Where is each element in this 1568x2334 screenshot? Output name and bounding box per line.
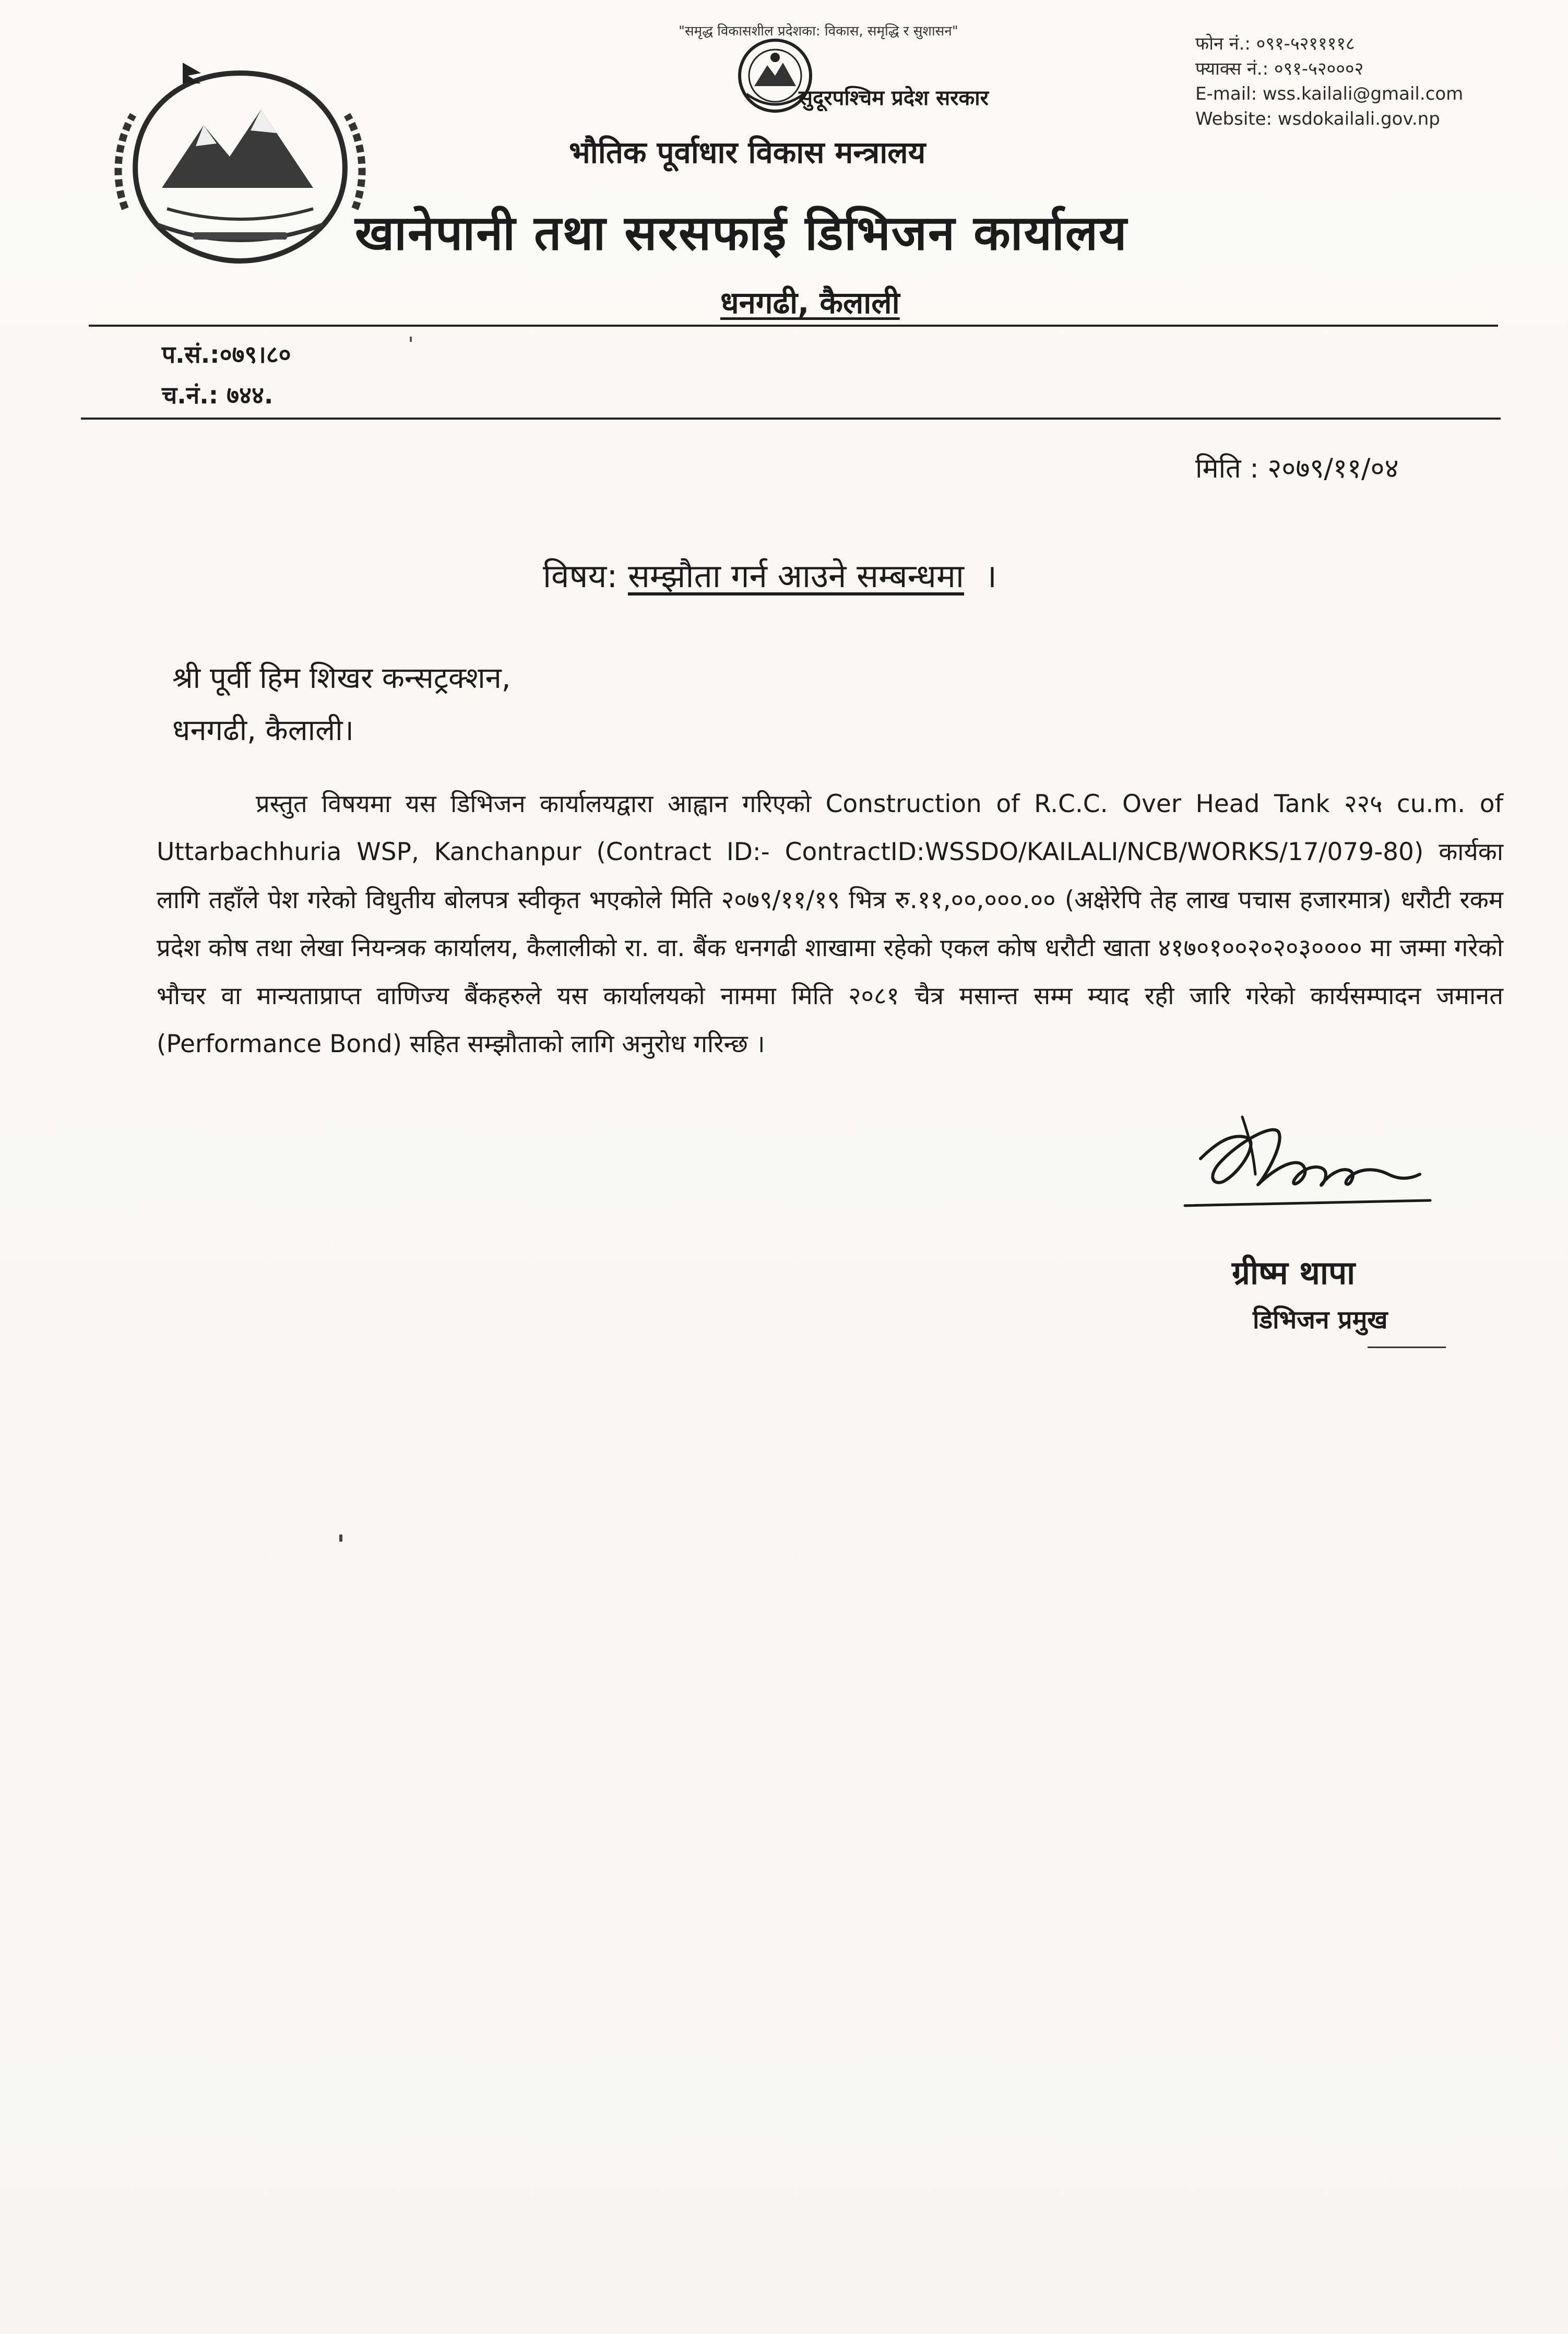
paper-speck: [410, 337, 412, 342]
office-location: धनगढी, कैलाली: [720, 285, 900, 320]
letter-body: प्रस्तुत विषयमा यस डिभिजन कार्यालयद्वारा आह्वान गरिएको Construction of R.C.C. Over Head Tank २२५ cu.m. of Uttarbachhuria WSP, Kanchanpur (Contract ID:- ContractID:WSSDO/KAILALI/NCB/WORKS/17/079-80) कार्यका लागि तहाँले पेश गरेको विधुतीय बोलपत्र स्वीकृत भएकोले मिति २०७९/११/१९ भित्र रु.११,००,०००.०० (अक्षेरेपि तेह लाख पचास हजारमात्र) धरौटी रकम प्रदेश कोष तथा लेखा नियन्त्रक कार्यालय, कैलालीको रा. वा. बैंक धनगढी शाखामा रहेको एकल कोष धरौटी खाता ४१७०१००२०२०३०००० मा जम्मा गरेको भौचर वा मान्यताप्राप्त वाणिज्य बैंकहरुले यस कार्यालयको नाममा मिति २०८१ चैत्र मसान्त सम्म म्याद रही जारि गरेको कार्यसम्पादन जमानत (Performance Bond) सहित सम्झौताको लागि अनुरोध गरिन्छ ।: [157, 790, 1503, 1058]
email-address: E-mail: wss.kailali@gmail.com: [1195, 84, 1464, 104]
office-logo-icon: [104, 52, 376, 277]
subject-label: विषय:: [543, 557, 618, 595]
handwritten-signature: [1169, 1101, 1441, 1237]
addressee-name: श्री पूर्वी हिम शिखर कन्सट्रक्शन,: [172, 661, 511, 695]
subject-line: [543, 553, 997, 597]
office-name: खानेपानी तथा सरसफाई डिभिजन कार्यालय: [355, 205, 1128, 261]
subject-end: ।: [984, 557, 997, 595]
government-motto: "समृद्ध विकासशील प्रदेशका: विकास, समृद्धि र सुशासन": [679, 23, 958, 39]
contact-block: [1195, 31, 1463, 132]
ministry-name: भौतिक पूर्वाधार विकास मन्त्रालय: [569, 135, 926, 170]
letter-number: प.सं.:०७९।८०: [162, 340, 291, 368]
phone-number: फोन नं.: ०९१-५२११११८: [1195, 33, 1355, 54]
signature-underline: [1368, 1347, 1446, 1348]
fax-number: फ्याक्स नं.: ०९१-५२०००२: [1195, 58, 1364, 79]
paper-speck: [339, 1534, 342, 1542]
reference-block: [162, 334, 291, 415]
dispatch-number: च.नं.: ७४४.: [162, 381, 274, 409]
addressee-block: [172, 652, 511, 757]
addressee-address: धनगढी, कैलाली।: [172, 713, 354, 747]
header-divider: [89, 325, 1498, 327]
provincial-government: सुदूरपश्चिम प्रदेश सरकार: [799, 86, 989, 110]
letter-date: मिति : २०७९/११/०४: [1195, 453, 1399, 484]
signatory-title: डिभिजन प्रमुख: [1253, 1305, 1388, 1335]
website-address: Website: wsdokailali.gov.np: [1195, 109, 1440, 129]
reference-divider: [81, 418, 1501, 420]
subject-text: सम्झौता गर्न आउने सम्बन्धमा: [627, 557, 964, 595]
signatory-name: ग्रीष्म थापा: [1232, 1254, 1356, 1292]
